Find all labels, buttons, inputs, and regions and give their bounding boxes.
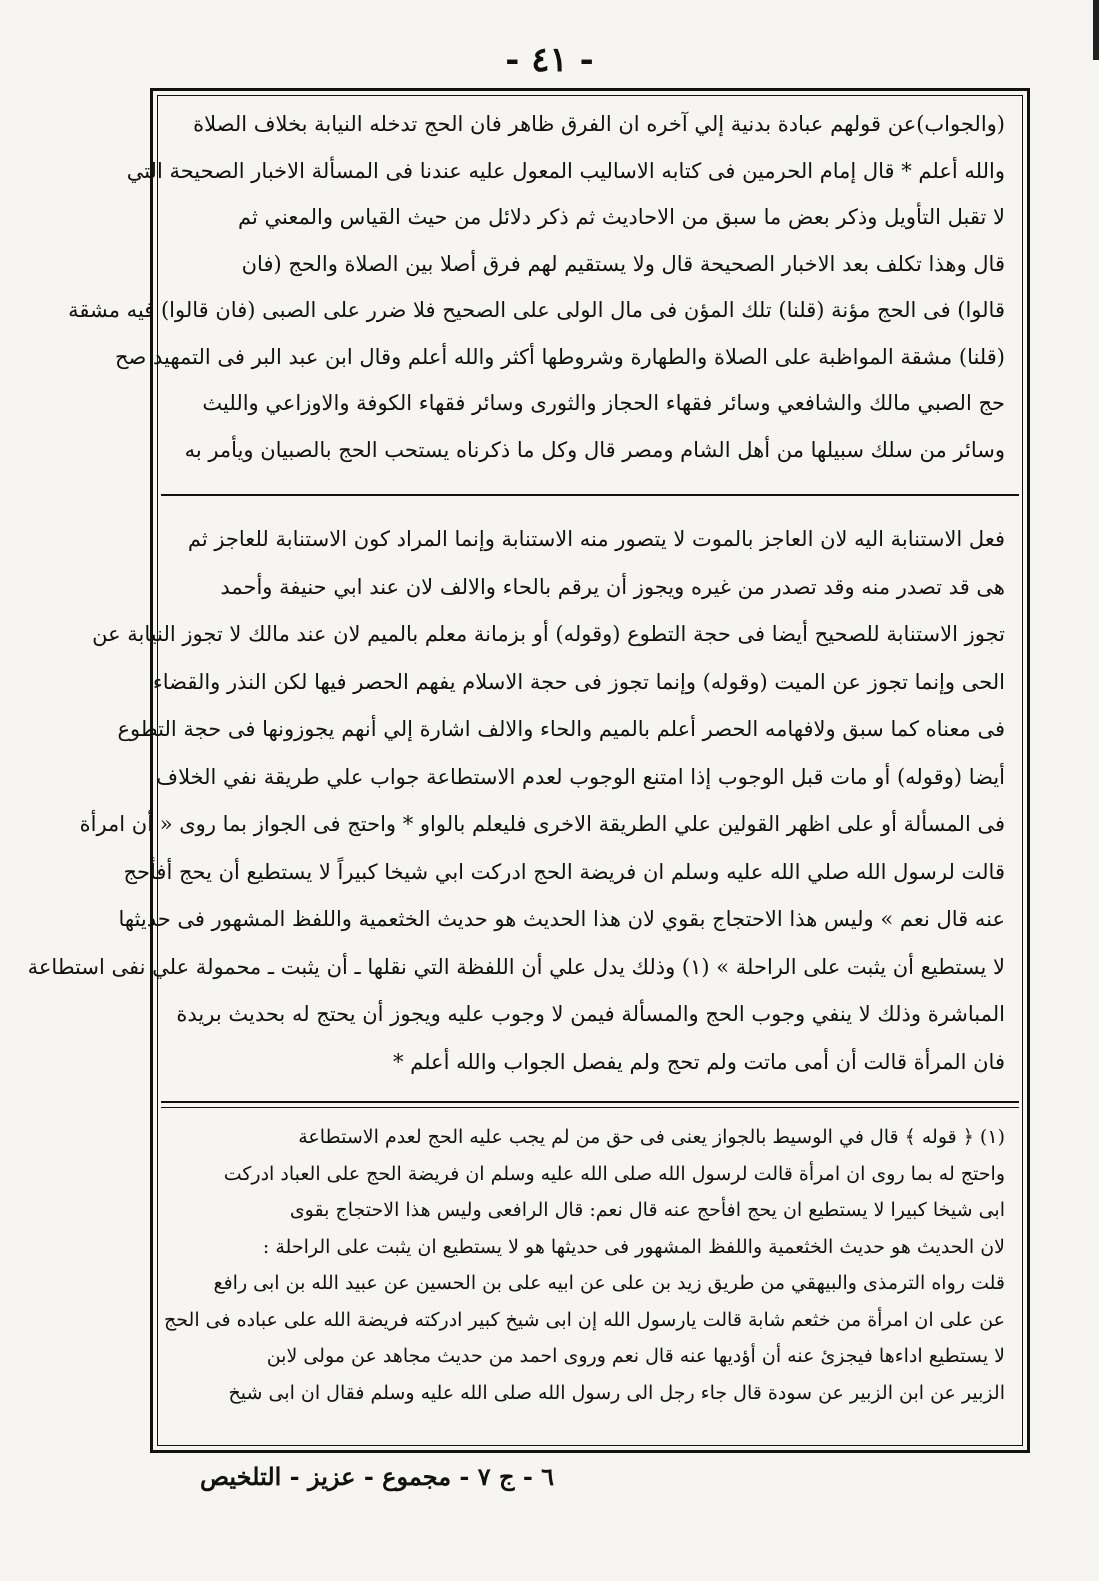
text-line: (والجواب)عن قولهم عبادة بدنية إلي آخره ان الفرق ظاهر فان الحج تدخله النيابة بخلاف الصلاة bbox=[193, 112, 1005, 136]
text-line: لا يستطيع اداءها فيجزئ عنه أن أؤديها عنه قال نعم وروى احمد من حديث مجاهد عن مولى لابن bbox=[266, 1345, 1005, 1367]
text-line: واحتج له بما روى ان امرأة قالت لرسول الله صلى الله عليه وسلم ان فريضة الحج على العباد ادركت bbox=[223, 1162, 1005, 1185]
text-line: أيضا (وقوله) أو مات قبل الوجوب إذا امتنع الوجوب لعدم الاستطاعة جواب علي طريقة نفي الخلاف bbox=[156, 764, 1005, 789]
text-line: المباشرة وذلك لا ينفي وجوب الحج والمسألة فيمن لا وجوب عليه ويجوز أن يحتج له بحديث بريدة bbox=[176, 1002, 1005, 1026]
text-line: الحى وإنما تجوز عن الميت (وقوله) وإنما تجوز فى حجة الاسلام يفهم الحصر فيها لكن النذر والقضاء bbox=[152, 669, 1005, 694]
text-line: الزبير عن ابن الزبير عن سودة قال جاء رجل الى رسول الله صلى الله عليه وسلم فقال ان ابى شيخ bbox=[228, 1381, 1005, 1404]
text-line: والله أعلم * قال إمام الحرمين فى كتابه الاساليب المعول عليه عندنا فى المسألة الاخبار الصحيحة التي bbox=[126, 158, 1005, 183]
text-line: قال وهذا تكلف بعد الاخبار الصحيحة قال ولا يستقيم لهم فرق أصلا بين الصلاة والحج (فان bbox=[241, 251, 1005, 276]
text-line: لان الحديث هو حديث الخثعمية واللفظ المشهور فى حديثها هو لا يستطيع ان يثبت على الراحلة : bbox=[262, 1235, 1005, 1258]
text-line: قالت لرسول الله صلي الله عليه وسلم ان فريضة الحج ادركت ابي شيخا كبيراً لا يستطيع أن يحج أفأحج bbox=[123, 859, 1005, 884]
commentary-text bbox=[27, 516, 1005, 1086]
text-line: وسائر من سلك سبيلها من أهل الشام ومصر قال وكل ما ذكرناه يستحب الحج بالصبيان ويأمر به bbox=[184, 437, 1005, 462]
text-line: فان المرأة قالت أن أمى ماتت ولم تحج ولم يفصل الجواب والله أعلم * bbox=[392, 1049, 1005, 1074]
text-line: لا تقبل التأويل وذكر بعض ما سبق من الاحاديث ثم ذكر دلائل من حيث القياس والمعني ثم bbox=[237, 205, 1005, 229]
text-line: عنه قال نعم » وليس هذا الاحتجاج بقوي لان هذا الحديث هو حديث الخثعمية واللفظ المشهور فى حديثها bbox=[118, 907, 1005, 931]
footnote-text bbox=[164, 1119, 1005, 1411]
text-line: عن على ان امرأة من خثعم شابة قالت يارسول الله إن ابى شيخ كبير ادركته فريضة الله على عباده فى الحج bbox=[164, 1308, 1005, 1331]
text-line: قلت رواه الترمذى والبيهقي من طريق زيد بن على عن ابيه على بن الحسين عن عبيد الله بن ابى رافع bbox=[213, 1272, 1005, 1294]
text-line: فعل الاستنابة اليه لان العاجز بالموت لا يتصور منه الاستنابة وإنما المراد كون الاستنابة للعاجز ثم bbox=[187, 527, 1005, 551]
text-line: (١) ﴿ قوله ﴾ قال في الوسيط بالجواز يعنى فى حق من لم يجب عليه الحج لعدم الاستطاعة bbox=[298, 1126, 1005, 1148]
footnote-divider bbox=[161, 1101, 1019, 1103]
page-frame bbox=[27, 88, 1030, 1453]
text-line: ابى شيخا كبيرا لا يستطيع ان يحج افأحج عنه قال نعم: قال الرافعى وليس هذا الاحتجاج بقوى bbox=[289, 1199, 1005, 1221]
text-line: تجوز الاستنابة للصحيح أيضا فى حجة التطوع (وقوله) أو بزمانة معلم بالميم لان عند مالك لا تجوز النيابة عن bbox=[92, 622, 1005, 646]
main-text-top bbox=[68, 101, 1005, 473]
text-line: قالوا) فى الحج مؤنة (قلنا) تلك المؤن فى مال الولى على الصحيح فلا ضرر على الصبى (فان قالوا) فيه مشقة bbox=[68, 298, 1005, 322]
text-line: فى المسألة أو على اظهر القولين علي الطريقة الاخرى فليعلم بالواو * واحتج فى الجواز بما روى « أن امرأة bbox=[79, 812, 1005, 836]
section-divider bbox=[161, 494, 1019, 496]
text-line: فى معناه كما سبق ولافهامه الحصر أعلم بالميم والحاء والالف اشارة إلي أنهم يجوزونها فى حجة التطوع bbox=[117, 717, 1005, 741]
text-line: لا يستطيع أن يثبت على الراحلة » (١) وذلك يدل علي أن اللفظة التي نقلها ـ أن يثبت ـ محمولة علي نفى استطاعة bbox=[27, 954, 1005, 979]
page-number: - ٤١ - bbox=[505, 40, 594, 80]
text-line: (قلنا) مشقة المواظبة على الصلاة والطهارة وشروطها أكثر والله أعلم وقال ابن عبد البر فى التمهيد صح bbox=[114, 344, 1005, 369]
text-line: هى قد تصدر منه وقد تصدر من غيره ويجوز أن يرقم بالحاء والالف لان عند ابي حنيفة وأحمد bbox=[220, 574, 1005, 599]
text-line: حج الصبي مالك والشافعي وسائر فقهاء الحجاز والثورى وسائر فقهاء الكوفة والاوزاعي والليث bbox=[202, 391, 1005, 415]
signature-line: ٦ - ج ٧ - مجموع - عزيز - التلخيص bbox=[200, 1462, 555, 1491]
